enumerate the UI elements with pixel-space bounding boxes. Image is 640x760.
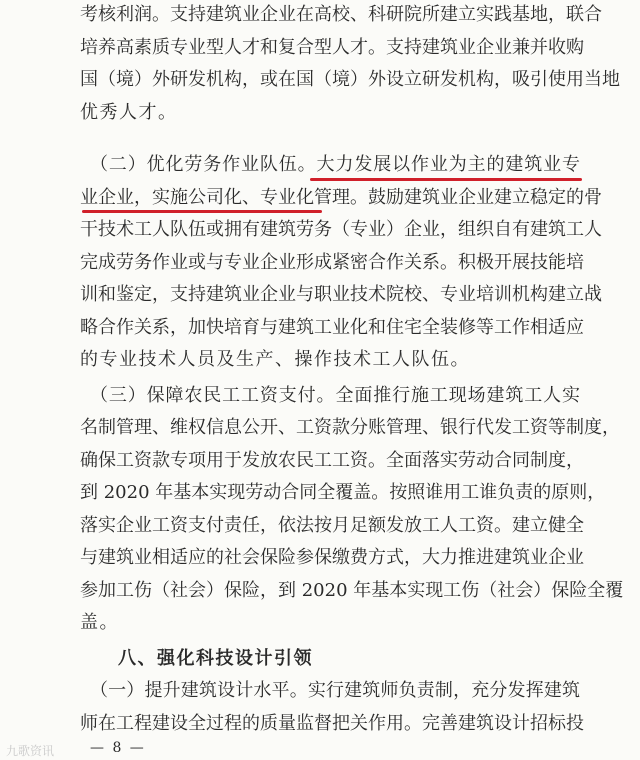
text-line: 业企业，实施公司化、专业化管理。鼓励建筑业企业建立稳定的骨 (80, 187, 602, 208)
page-number: — 8 — (90, 740, 146, 756)
text-line: 优秀人才。 (80, 102, 178, 123)
text-line: 落实企业工资支付责任，依法按月足额发放工人工资。建立健全 (80, 515, 584, 536)
text-line: 名制管理、维权信息公开、工资款分账管理、银行代发工资等制度， (80, 417, 620, 438)
text-line: 考核利润。支持建筑业企业在高校、科研院所建立实践基地，联合 (80, 4, 602, 25)
section-heading: 八、强化科技设计引领 (118, 648, 313, 669)
text-line: （一）提升建筑设计水平。实行建筑师负责制，充分发挥建筑 (90, 680, 580, 701)
highlight-underline (82, 210, 322, 213)
text-line: 参加工伤（社会）保险，到 2020 年基本实现工伤（社会）保险全覆 (80, 580, 624, 601)
text-line: 训和鉴定，支持建筑业企业与职业技术院校、专业培训机构建立战 (80, 284, 602, 305)
text-line: 与建筑业相适应的社会保险参保缴费方式，大力推进建筑业企业 (80, 547, 584, 568)
text-line: 干技术工人队伍或拥有建筑劳务（专业）企业，组织自有建筑工人 (80, 219, 602, 240)
text-line: 师在工程建设全过程的质量监督把关作用。完善建筑设计招标投 (80, 713, 584, 734)
text-line: 确保工资款专项用于发放农民工工资。全面落实劳动合同制度， (80, 450, 584, 471)
text-line: 培养高素质专业型人才和复合型人才。支持建筑业企业兼并收购 (80, 37, 584, 58)
watermark: 九歌资讯 (6, 744, 55, 758)
highlight-underline (310, 178, 582, 181)
text-line: 到 2020 年基本实现劳动合同全覆盖。按照谁用工谁负责的原则， (80, 482, 606, 503)
text-line: （二）优化劳务作业队伍。大力发展以作业为主的建筑业专 (90, 154, 580, 175)
text-line: 盖。 (80, 612, 119, 633)
text-line: 国（境）外研发机构，或在国（境）外设立研发机构，吸引使用当地 (80, 69, 620, 90)
text-line: 略合作关系，加快培育与建筑工业化和住宅全装修等工作相适应 (80, 317, 584, 338)
text-line: 完成劳务作业或与专业企业形成紧密合作关系。积极开展技能培 (80, 252, 584, 273)
text-line: （三）保障农民工工资支付。全面推行施工现场建筑工人实 (90, 385, 580, 406)
text-line: 的专业技术人员及生产、操作技术工人队伍。 (80, 349, 470, 370)
